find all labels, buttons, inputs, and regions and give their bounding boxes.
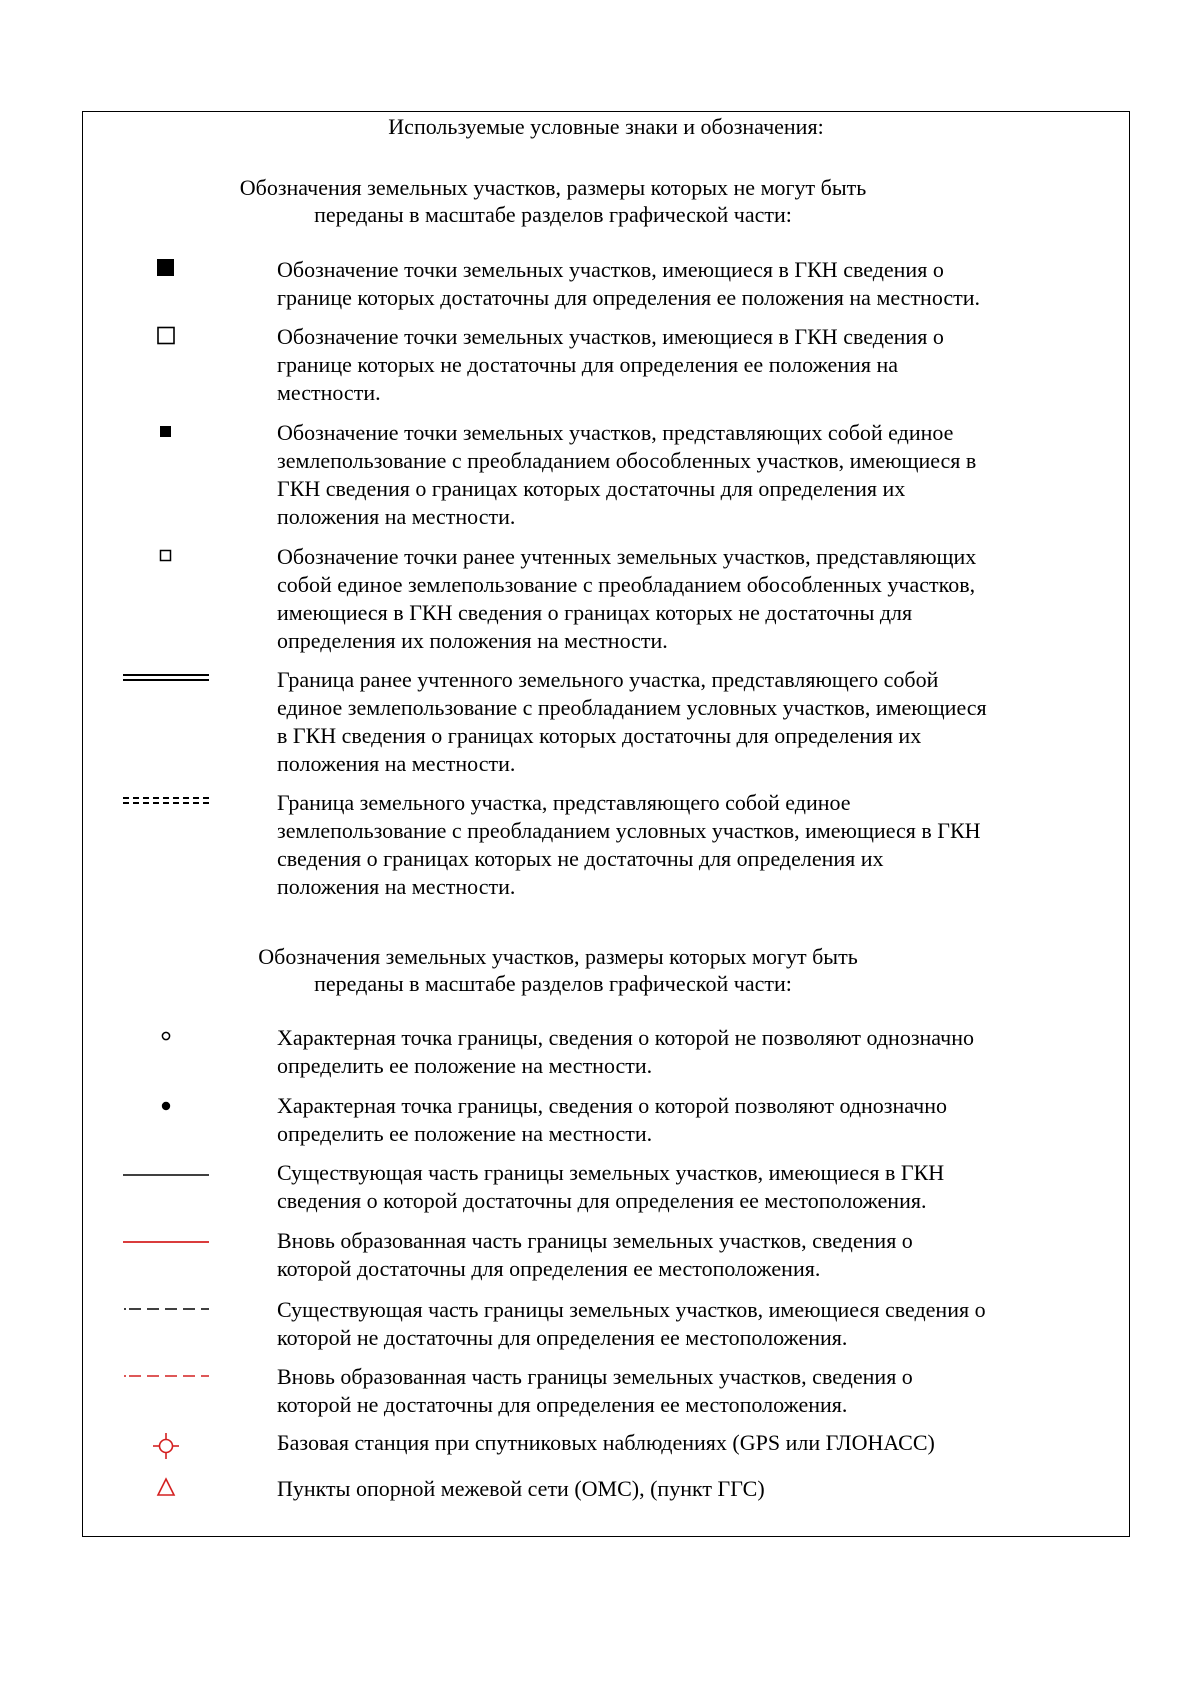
section-1-heading-line-1: Обозначения земельных участков, размеры которых не могут быть [239, 175, 867, 200]
legend-title: Используемые условные знаки и обозначения: [388, 114, 824, 139]
double-line-icon [123, 666, 209, 694]
filled-circle-icon [123, 1092, 209, 1120]
solid-red-line-icon [123, 1222, 209, 1250]
legend-item-3-text: Обозначение точки земельных участков, представляющих собой единое землепользование с преобладанием обособленных участков, имеющиеся в ГКН сведения о границах которых достаточны для определения их положения на местности. [277, 420, 977, 529]
legend-item-9-text: Существующая часть границы земельных участков, имеющиеся в ГКН сведения о которой достаточны для определения ее местоположения. [277, 1160, 945, 1213]
legend-item-5-text: Граница ранее учтенного земельного участка, представляющего собой единое землепользование с преобладанием условных участков, имеющиеся в ГКН сведения о границах которых достаточны для определения их положения на местности. [277, 667, 987, 776]
legend-item-2-text: Обозначение точки земельных участков, имеющиеся в ГКН сведения о границе которых не достаточны для определения ее положения на местности. [277, 324, 944, 405]
legend-item-6-text: Граница земельного участка, представляющего собой единое землепользование с преобладанием условных участков, имеющиеся в ГКН сведения о границах которых не достаточны для определения их положения на местности. [277, 790, 981, 899]
legend-item-11-text: Существующая часть границы земельных участков, имеющиеся сведения о которой не достаточны для определения ее местоположения. [277, 1297, 986, 1350]
legend-item-10-text: Вновь образованная часть границы земельных участков, сведения о которой достаточны для определения ее местоположения. [277, 1228, 913, 1281]
legend-item-7-text: Характерная точка границы, сведения о которой не позволяют однозначно определить ее положение на местности. [277, 1025, 975, 1078]
open-circle-icon [123, 1022, 209, 1050]
dashed-red-line-icon [123, 1359, 209, 1387]
legend-frame [82, 111, 1130, 1537]
filled-square-large-icon [123, 255, 209, 283]
red-triangle-icon [123, 1475, 209, 1503]
dashed-black-line-icon [123, 1292, 209, 1320]
legend-item-13-text: Базовая станция при спутниковых наблюдениях (GPS или ГЛОНАСС) [277, 1430, 935, 1455]
solid-black-line-icon [123, 1155, 209, 1183]
double-dashed-line-icon [123, 788, 209, 816]
legend-item-1-text: Обозначение точки земельных участков, имеющиеся в ГКН сведения о границе которых достаточны для определения ее положения на местности. [277, 257, 981, 310]
section-2-heading-line-1: Обозначения земельных участков, размеры которых могут быть [258, 944, 858, 969]
legend-item-4-text: Обозначение точки ранее учтенных земельных участков, представляющих собой единое землепользование с преобладанием обособленных участков, имеющиеся в ГКН сведения о границах которых не достаточны для определения их положения на местности. [277, 544, 977, 653]
legend-item-14-text: Пункты опорной межевой сети (ОМС), (пункт ГГС) [277, 1476, 765, 1501]
section-1-heading-line-2: переданы в масштабе разделов графической части: [314, 202, 792, 227]
section-2-heading-line-2: переданы в масштабе разделов графической части: [314, 971, 792, 996]
empty-square-small-icon [123, 544, 209, 572]
base-station-icon [123, 1428, 209, 1462]
empty-square-large-icon [123, 323, 209, 351]
legend-item-8-text: Характерная точка границы, сведения о которой позволяют однозначно определить ее положение на местности. [277, 1093, 947, 1146]
legend-item-12-text: Вновь образованная часть границы земельных участков, сведения о которой не достаточны для определения ее местоположения. [277, 1364, 913, 1417]
filled-square-small-icon [123, 419, 209, 447]
